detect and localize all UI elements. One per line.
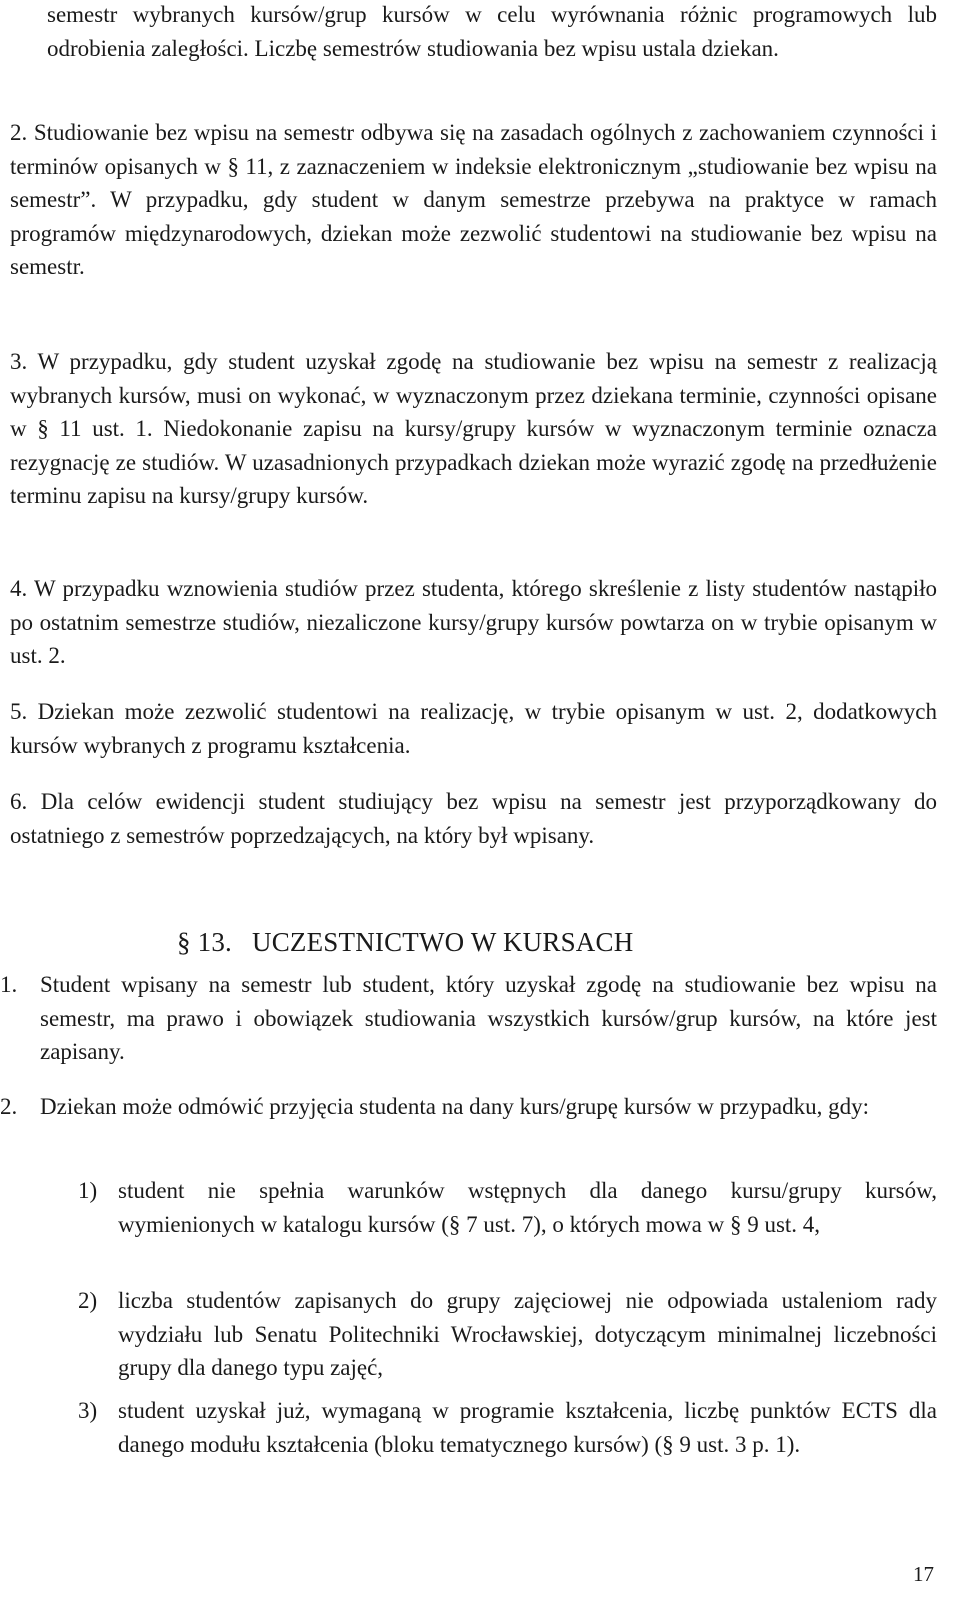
paragraph-text: Student wpisany na semestr lub student, który uzyskał zgodę na studiowanie bez wpisu na semestr, ma prawo i obowiązek studiowania wszystkich kursów/grup kursów, na które jest zapisany. [40,972,937,1065]
section-heading [177,924,633,960]
paragraph-4 [10,572,937,673]
sub-item-text: liczba studentów zapisanych do grupy zajęciowej nie odpowiada ustaleniom rady wydziału lub Senatu Politechniki Wrocławskiej, dotyczącym minimalnej liczebności grupy dla danego typu zajęć, [118,1288,937,1381]
sub-item-2 [78,1284,937,1385]
sub-item-number: 3) [78,1398,98,1423]
paragraph-text: Studiowanie bez wpisu na semestr odbywa się na zasadach ogólnych z zachowaniem czynności i terminów opisanych w § 11, z zaznaczeniem w indeksie elektronicznym „studiowanie bez wpisu na semestr”. W przypadku, gdy student w danym semestrze przebywa na praktyce w ramach programów międzynarodowych, dziekan może zezwolić studentowi na studiowanie bez wpisu na semestr. [10,120,937,280]
section-number: § 13. [177,927,232,957]
paragraph-number: 2. [0,1094,18,1119]
paragraph-3 [10,345,937,513]
paragraph-text: W przypadku wznowienia studiów przez studenta, którego skreślenie z listy studentów nastąpiło po ostatnim semestrze studiów, niezaliczone kursy/grupy kursów powtarza on w trybie opisanym w ust. 2. [10,576,937,669]
sub-item-1 [78,1174,937,1241]
paragraph-6 [10,785,937,852]
paragraph-text: Dziekan może zezwolić studentowi na realizację, w trybie opisanym w ust. 2, dodatkowych kursów wybranych z programu kształcenia. [10,699,937,758]
paragraph-text: W przypadku, gdy student uzyskał zgodę na studiowanie bez wpisu na semestr z realizacją wybranych kursów, musi on wykonać, w wyznaczonym przez dziekana terminie, czynności opisane w § 11 ust. 1. Niedokonanie zapisu na kursy/grupy kursów w wyznaczonym terminie oznacza rezygnację ze studiów. W uzasadnionych przypadkach dziekan może wyrazić zgodę na przedłużenie terminu zapisu na kursy/grupy kursów. [10,349,937,509]
paragraph-number: 5. [10,699,28,724]
sub-item-text: student uzyskał już, wymaganą w programie kształcenia, liczbę punktów ECTS dla danego modułu kształcenia (bloku tematycznego kursów) (§ 9 ust. 3 p. 1). [118,1398,937,1457]
page-number: 17 [913,1562,934,1586]
sub-item-3 [78,1394,937,1461]
section-paragraph-2 [0,1090,937,1124]
paragraph-number: 1. [0,972,18,997]
continuation-paragraph: semestr wybranych kursów/grup kursów w celu wyrównania różnic programowych lub odrobienia zaległości. Liczbę semestrów studiowania bez wpisu ustala dziekan. [47,2,937,61]
section-paragraph-1 [0,968,937,1069]
paragraph-number: 2. [10,120,28,145]
sub-item-number: 2) [78,1288,98,1313]
paragraph-text: Dziekan może odmówić przyjęcia studenta na dany kurs/grupę kursów w przypadku, gdy: [40,1094,870,1119]
paragraph-number: 6. [10,789,28,814]
paragraph-text: Dla celów ewidencji student studiujący bez wpisu na semestr jest przyporządkowany do ostatniego z semestrów poprzedzających, na który był wpisany. [10,789,938,848]
sub-item-text: student nie spełnia warunków wstępnych dla danego kursu/grupy kursów, wymienionych w katalogu kursów (§ 7 ust. 7), o których mowa w § 9 ust. 4, [118,1178,937,1237]
paragraph-number: 4. [10,576,28,601]
section-title: UCZESTNICTWO W KURSACH [252,927,634,957]
paragraph-number: 3. [10,349,28,374]
sub-item-number: 1) [78,1178,98,1203]
paragraph-5 [10,695,937,762]
paragraph-2 [10,116,937,284]
